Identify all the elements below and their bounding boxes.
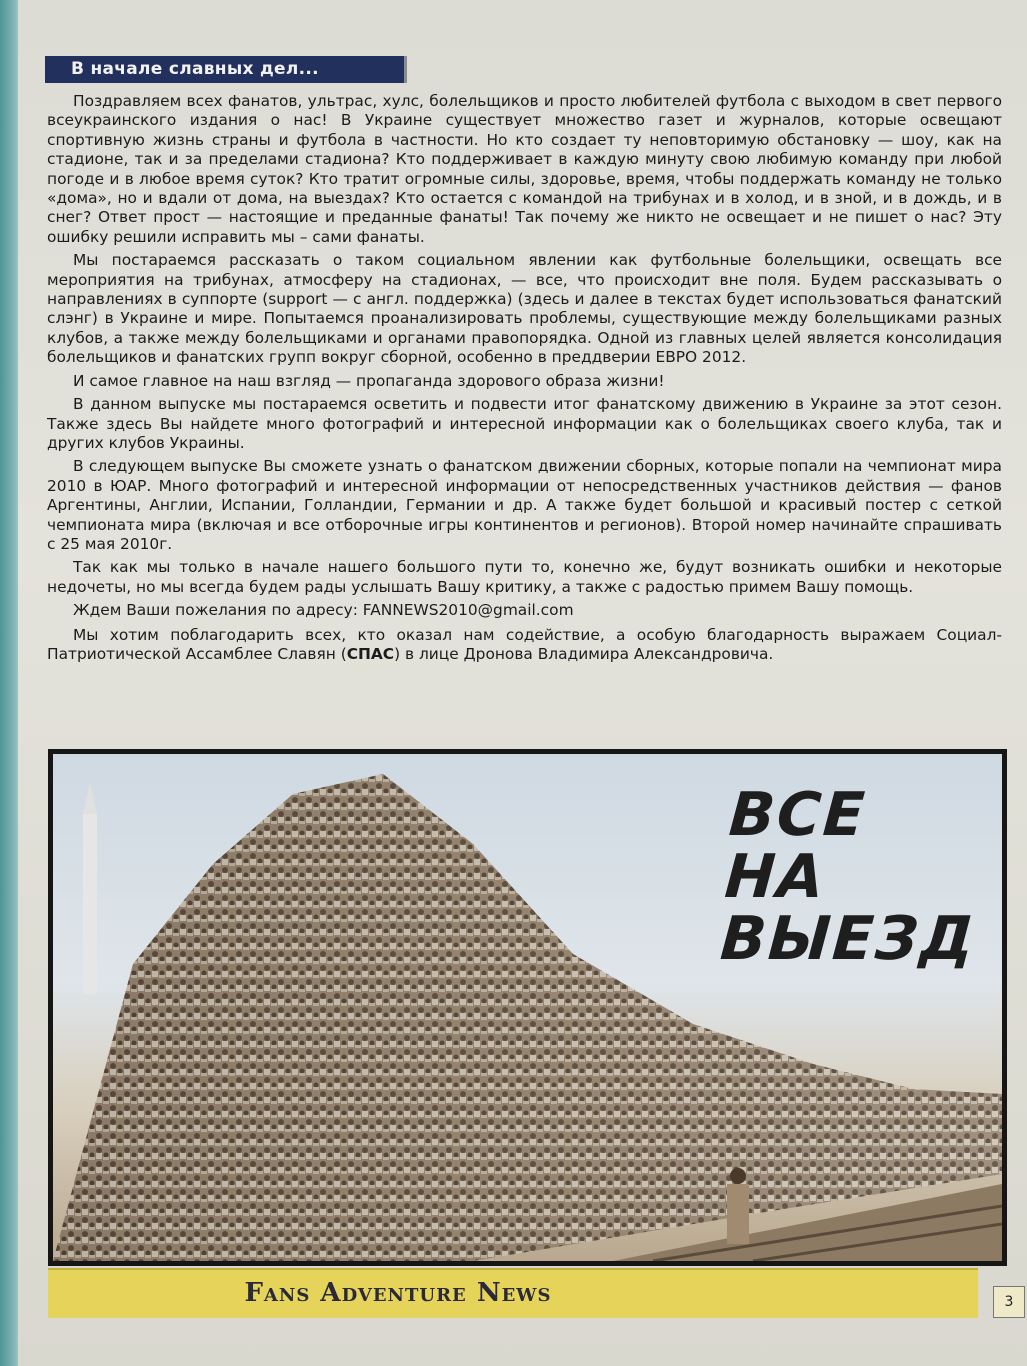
article-paragraph: В данном выпуске мы постараемся осветить и подвести итог фанатскому движению в Украине за этот сезон. Также здесь Вы найдете много фотографий и интересной информации как о болельщиках своего клуба, так и других клубов Украины.	[47, 395, 1002, 452]
minaret	[83, 814, 97, 994]
article-body	[47, 92, 1002, 668]
contact-line: Ждем Ваши пожелания по адресу: FANNEWS2010@gmail.com	[73, 601, 574, 620]
photo-headline-line: ВСЕ НА	[722, 780, 869, 912]
article-paragraph: И самое главное на наш взгляд — пропаганда здорового образа жизни!	[73, 371, 665, 390]
article-paragraph: Поздравляем всех фанатов, ультрас, хулс, болельщиков и просто любителей футбола с выходом в свет первого всеукраинского издания о нас! В Украине существует множество газет и журналов, которые освещают спортивную жизнь страны и футбола в частности. Но кто создает ту неповторимую обстановку — шоу, как на стадионе, так и за пределами стадиона? Кто поддерживает в каждую минуту свою любимую команду при любой погоде и в любое время суток? Кто тратит огромные силы, здоровье, время, чтобы поддержать команду не только «дома», но и вдали от дома, на выездах? Кто остается с командой на трибунах и в холод, и в зной, и в дождь, и в снег? Ответ прост — настоящие и преданные фанаты! Так почему же никто не освещает и не пишет о нас? Эту ошибку решили исправить мы – сами фанаты.	[47, 92, 1002, 246]
thanks-paragraph	[47, 626, 1002, 665]
page-number: 3	[993, 1286, 1025, 1318]
magazine-title: Fans Adventure News	[244, 1278, 552, 1308]
section-heading-bar	[45, 56, 407, 83]
train-crowd-photo	[53, 754, 1002, 1261]
photo-headline-line: ВЫЕЗД	[718, 904, 979, 974]
thanks-text-after: ) в лице Дронова Владимира Александровича.	[394, 644, 774, 663]
standing-man	[727, 1184, 749, 1244]
organization-abbreviation: СПАС	[346, 644, 395, 663]
photo-frame	[48, 749, 1007, 1266]
thanks-text-before: Мы хотим поблагодарить всех, кто оказал нам содействие, а особую благодарность выражаем Социал-Патриотической Ассамблее Славян (	[47, 625, 1002, 663]
article-paragraph: Мы постараемся рассказать о таком социальном явлении как футбольные болельщики, освещать все мероприятия на трибунах, атмосферу на стадионах, — все, что происходит вне поля. Будем рассказывать о направлениях в суппорте (support — с англ. поддержка) (здесь и далее в текстах будет использоваться фанатский слэнг) в Украине и мире. Попытаемся проанализировать проблемы, существующие между болельщиками разных клубов, а также между болельщиками и органами правопорядка. Одной из главных целей является консолидация болельщиков и фанатских групп вокруг сборной, особенно в преддверии ЕВРО 2012.	[47, 251, 1002, 367]
article-paragraph: В следующем выпуске Вы сможете узнать о фанатском движении сборных, которые попали на чемпионат мира 2010 в ЮАР. Много фотографий и интересной информации от непосредственных участников действия — фанов Аргентины, Англии, Испании, Голландии, Германии и др. А также будет большой и красивый постер с сеткой чемпионата мира (включая и все отборочные игры континентов и регионов). Второй номер начинайте спрашивать с 25 мая 2010г.	[47, 457, 1002, 553]
section-heading: В начале славных дел...	[71, 59, 319, 79]
photo-headline	[718, 780, 991, 974]
footer-band	[48, 1268, 978, 1318]
article-paragraph: Так как мы только в начале нашего большого пути то, конечно же, будут возникать ошибки и некоторые недочеты, но мы всегда будем рады услышать Вашу критику, а также с радостью примем Вашу помощь.	[47, 558, 1002, 596]
